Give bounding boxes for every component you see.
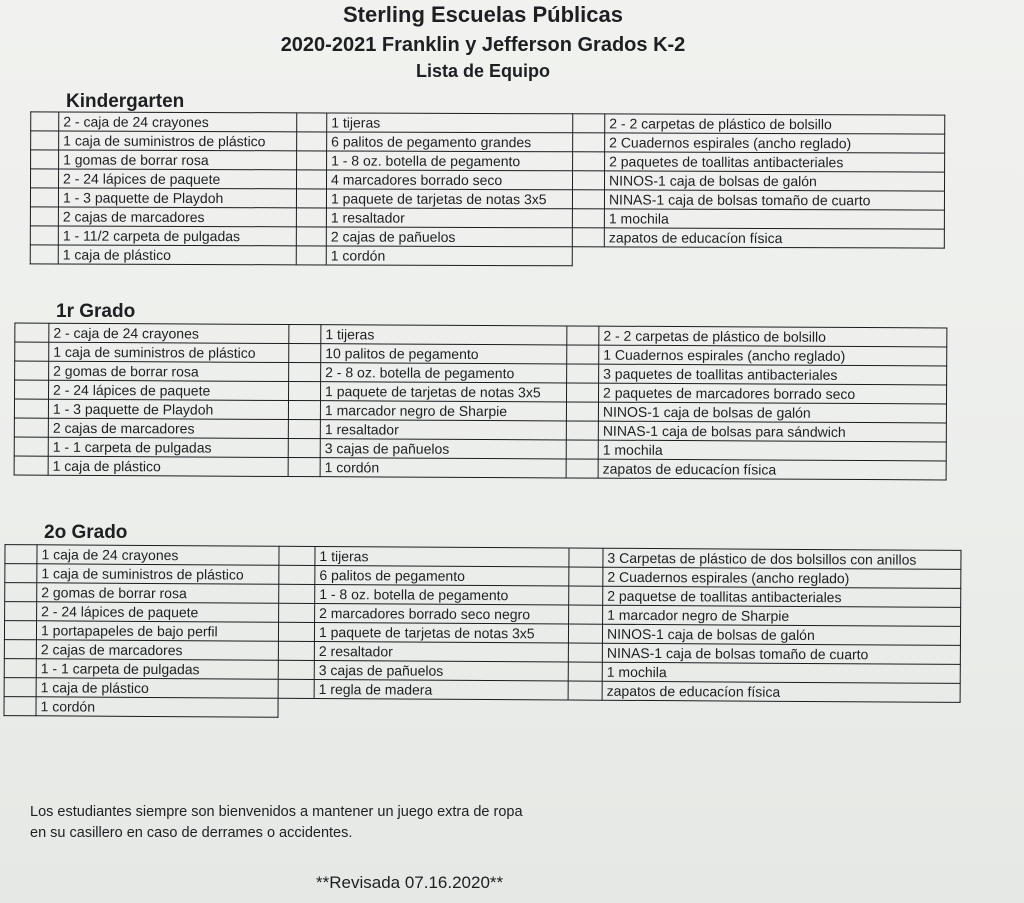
checkbox-cell[interactable]: [14, 399, 48, 418]
checkbox-cell[interactable]: [4, 640, 36, 659]
checkbox-cell[interactable]: [573, 114, 605, 133]
kindergarten-heading: Kindergarten: [66, 91, 185, 112]
checkbox-cell[interactable]: [296, 208, 326, 227]
item-cell: 1 cordón: [326, 246, 572, 266]
item-cell: 2 Cuadernos espirales (ancho reglado): [603, 567, 961, 588]
note-line-2: en su casillero en caso de derrames o accidentes.: [30, 825, 353, 841]
page-subtitle: 2020-2021 Franklin y Jefferson Grados K-2: [280, 34, 686, 56]
checkbox-cell[interactable]: [573, 152, 605, 171]
checkbox-cell[interactable]: [288, 419, 320, 438]
item-cell: 1 mochila: [604, 209, 944, 229]
item-cell: NINAS-1 caja de bolsas para sándwich: [598, 421, 946, 442]
item-cell: 1 - 1 carpeta de pulgadas: [48, 437, 288, 457]
item-cell: NINOS-1 caja de bolsas de galón: [604, 171, 944, 191]
checkbox-cell[interactable]: [297, 170, 327, 189]
empty-cell: [314, 698, 568, 719]
item-cell: 3 cajas de pañuelos: [314, 660, 568, 681]
checkbox-cell[interactable]: [297, 113, 327, 132]
checkbox-cell[interactable]: [568, 624, 602, 643]
checkbox-cell[interactable]: [289, 381, 321, 400]
table-row: [30, 245, 944, 267]
checkbox-cell[interactable]: [4, 697, 36, 716]
checkbox-cell[interactable]: [30, 207, 58, 226]
checkbox-cell[interactable]: [296, 246, 326, 265]
checkbox-cell[interactable]: [4, 621, 36, 640]
item-cell: 2 - 24 lápices de paquete: [59, 169, 297, 189]
empty-cell: [604, 247, 944, 267]
checkbox-cell[interactable]: [568, 643, 602, 662]
item-cell: 2 - 24 lápices de paquete: [49, 380, 289, 400]
item-cell: 1 Cuadernos espirales (ancho reglado): [599, 345, 947, 366]
checkbox-cell[interactable]: [288, 400, 320, 419]
checkbox-cell[interactable]: [569, 586, 603, 605]
item-cell: 1 mochila: [602, 662, 960, 683]
checkbox-cell[interactable]: [297, 132, 327, 151]
checkbox-cell[interactable]: [5, 583, 37, 602]
revised-date: **Revisada 07.16.2020**: [316, 873, 504, 892]
item-cell: 2 - 2 carpetas de plástico de bolsillo: [599, 326, 947, 347]
item-cell: 1 - 1 carpeta de pulgadas: [36, 659, 278, 679]
item-cell: 2 cajas de pañuelos: [326, 227, 572, 247]
item-cell: 1 tijeras: [321, 325, 567, 345]
item-cell: 2 marcadores borrado seco negro: [315, 603, 569, 624]
item-cell: 2 paquetes de toallitas antibacteriales: [605, 152, 945, 172]
checkbox-cell[interactable]: [289, 362, 321, 381]
checkbox-cell[interactable]: [4, 678, 36, 697]
item-cell: 2 - 8 oz. botella de pegamento: [321, 363, 567, 383]
item-cell: 1 - 8 oz. botella de pegamento: [315, 584, 569, 605]
checkbox-cell[interactable]: [567, 345, 599, 364]
checkbox-cell[interactable]: [30, 245, 58, 264]
checkbox-cell[interactable]: [289, 324, 321, 343]
checkbox-cell[interactable]: [278, 641, 314, 660]
item-cell: NINOS-1 caja de bolsas de galón: [602, 624, 960, 645]
item-cell: 10 palitos de pegamento: [321, 344, 567, 364]
item-cell: 1 - 8 oz. botella de pegamento: [327, 151, 573, 171]
item-cell: 1 marcador negro de Sharpie: [603, 605, 961, 626]
item-cell: 1 portapapeles de bajo perfil: [36, 621, 278, 641]
checkbox-cell[interactable]: [296, 227, 326, 246]
checkbox-cell[interactable]: [569, 548, 603, 567]
item-cell: 3 cajas de pañuelos: [320, 439, 566, 459]
checkbox-cell[interactable]: [568, 662, 602, 681]
checkbox-cell[interactable]: [5, 564, 37, 583]
item-cell: 1 tijeras: [315, 546, 569, 567]
checkbox-cell[interactable]: [566, 440, 598, 459]
page-title: Sterling Escuelas Públicas: [342, 2, 623, 27]
checkbox-cell[interactable]: [4, 659, 36, 678]
kindergarten-table: [30, 111, 946, 267]
checkbox-cell[interactable]: [572, 209, 604, 228]
note-line-1: Los estudiantes siempre son bienvenidos a mantener un juego extra de ropa: [30, 804, 523, 820]
checkbox-cell[interactable]: [15, 323, 49, 342]
item-cell: 1 caja de plástico: [58, 245, 296, 265]
empty-cell: [572, 247, 604, 266]
item-cell: 1 caja de plástico: [48, 456, 288, 476]
checkbox-cell[interactable]: [566, 383, 598, 402]
checkbox-cell[interactable]: [566, 459, 598, 478]
item-cell: 2 - caja de 24 crayones: [49, 323, 289, 343]
item-cell: 3 Carpetas de plástico de dos bolsillos con anillos: [603, 548, 961, 569]
item-cell: 1 cordón: [36, 697, 278, 717]
empty-cell: [602, 700, 960, 721]
item-cell: 2 - 2 carpetas de plástico de bolsillo: [605, 114, 945, 134]
checkbox-cell[interactable]: [296, 189, 326, 208]
checkbox-cell[interactable]: [573, 133, 605, 152]
checkbox-cell[interactable]: [5, 545, 37, 564]
item-cell: NINAS-1 caja de bolsas tomaño de cuarto: [602, 643, 960, 664]
item-cell: 1 mochila: [598, 440, 946, 461]
item-cell: 3 paquetes de toallitas antibacteriales: [599, 364, 947, 385]
item-cell: 2 gomas de borrar rosa: [49, 361, 289, 381]
checkbox-cell[interactable]: [5, 602, 37, 621]
checkbox-cell[interactable]: [278, 660, 314, 679]
item-cell: 1 gomas de borrar rosa: [59, 150, 297, 170]
grade1-table: [14, 323, 948, 481]
checkbox-cell[interactable]: [14, 456, 48, 475]
checkbox-cell[interactable]: [567, 364, 599, 383]
item-cell: 1 regla de madera: [314, 679, 568, 700]
item-cell: 2 gomas de borrar rosa: [37, 583, 279, 603]
item-cell: 2 cajas de marcadores: [58, 207, 296, 227]
item-cell: 2 Cuadernos espirales (ancho reglado): [605, 133, 945, 153]
checkbox-cell[interactable]: [288, 457, 320, 476]
checkbox-cell[interactable]: [278, 679, 314, 698]
item-cell: 1 - 3 paquette de Playdoh: [48, 399, 288, 419]
item-cell: 1 tijeras: [327, 113, 573, 133]
item-cell: 2 resaltador: [314, 641, 568, 662]
checkbox-cell[interactable]: [566, 402, 598, 421]
item-cell: 1 cordón: [320, 458, 566, 478]
checkbox-cell[interactable]: [279, 546, 315, 565]
item-cell: zapatos de educacíon física: [598, 459, 946, 480]
item-cell: NINAS-1 caja de bolsas tomaño de cuarto: [604, 190, 944, 210]
item-cell: 1 caja de plástico: [36, 678, 278, 698]
item-cell: 2 paquetes de marcadores borrado seco: [598, 383, 946, 404]
item-cell: 1 resaltador: [320, 420, 566, 440]
checkbox-cell[interactable]: [14, 418, 48, 437]
item-cell: 1 caja de suministros de plástico: [59, 131, 297, 151]
item-cell: 2 cajas de marcadores: [48, 418, 288, 438]
checkbox-cell[interactable]: [567, 326, 599, 345]
checkbox-cell[interactable]: [572, 190, 604, 209]
checkbox-cell[interactable]: [15, 380, 49, 399]
checkbox-cell[interactable]: [297, 151, 327, 170]
checkbox-cell[interactable]: [279, 603, 315, 622]
item-cell: 1 - 11/2 carpeta de pulgadas: [58, 226, 296, 246]
item-cell: 1 marcador negro de Sharpie: [320, 401, 566, 421]
item-cell: 1 paquete de tarjetas de notas 3x5: [314, 622, 568, 643]
item-cell: zapatos de educacíon física: [604, 228, 944, 248]
grade1-heading: 1r Grado: [56, 301, 136, 322]
item-cell: 1 paquete de tarjetas de notas 3x5: [321, 382, 567, 402]
item-cell: 6 palitos de pegamento grandes: [327, 132, 573, 152]
list-title: Lista de Equipo: [415, 61, 550, 81]
checkbox-cell[interactable]: [279, 584, 315, 603]
checkbox-cell[interactable]: [568, 681, 602, 700]
footer-note: [30, 802, 523, 844]
checkbox-cell[interactable]: [572, 171, 604, 190]
item-cell: 1 caja de 24 crayones: [37, 545, 279, 565]
item-cell: 2 paquetse de toallitas antibacteriales: [603, 586, 961, 607]
item-cell: 2 cajas de marcadores: [36, 640, 278, 660]
checkbox-cell[interactable]: [30, 226, 58, 245]
checkbox-cell[interactable]: [31, 112, 59, 131]
item-cell: NINOS-1 caja de bolsas de galón: [598, 402, 946, 423]
item-cell: 1 resaltador: [326, 208, 572, 228]
empty-cell: [278, 698, 314, 717]
item-cell: 4 marcadores borrado seco: [327, 170, 573, 190]
checkbox-cell[interactable]: [569, 567, 603, 586]
checkbox-cell[interactable]: [279, 565, 315, 584]
checkbox-cell[interactable]: [572, 228, 604, 247]
checkbox-cell[interactable]: [288, 438, 320, 457]
checkbox-cell[interactable]: [31, 131, 59, 150]
item-cell: 1 paquete de tarjetas de notas 3x5: [326, 189, 572, 209]
item-cell: 2 - caja de 24 crayones: [59, 112, 297, 132]
item-cell: 1 caja de suministros de plástico: [49, 342, 289, 362]
empty-cell: [568, 700, 602, 719]
checkbox-cell[interactable]: [15, 342, 49, 361]
checkbox-cell[interactable]: [566, 421, 598, 440]
grade2-heading: 2o Grado: [44, 522, 128, 543]
checkbox-cell[interactable]: [31, 169, 59, 188]
checkbox-cell[interactable]: [569, 605, 603, 624]
checkbox-cell[interactable]: [14, 437, 48, 456]
checkbox-cell[interactable]: [278, 622, 314, 641]
checkbox-cell[interactable]: [31, 150, 59, 169]
item-cell: 2 - 24 lápices de paquete: [37, 602, 279, 622]
item-cell: 1 - 3 paquette de Playdoh: [58, 188, 296, 208]
item-cell: 6 palitos de pegamento: [315, 565, 569, 586]
item-cell: zapatos de educacíon física: [602, 681, 960, 702]
checkbox-cell[interactable]: [30, 188, 58, 207]
checkbox-cell[interactable]: [15, 361, 49, 380]
item-cell: 1 caja de suministros de plástico: [37, 564, 279, 584]
checkbox-cell[interactable]: [289, 343, 321, 362]
grade2-table: [3, 544, 961, 722]
